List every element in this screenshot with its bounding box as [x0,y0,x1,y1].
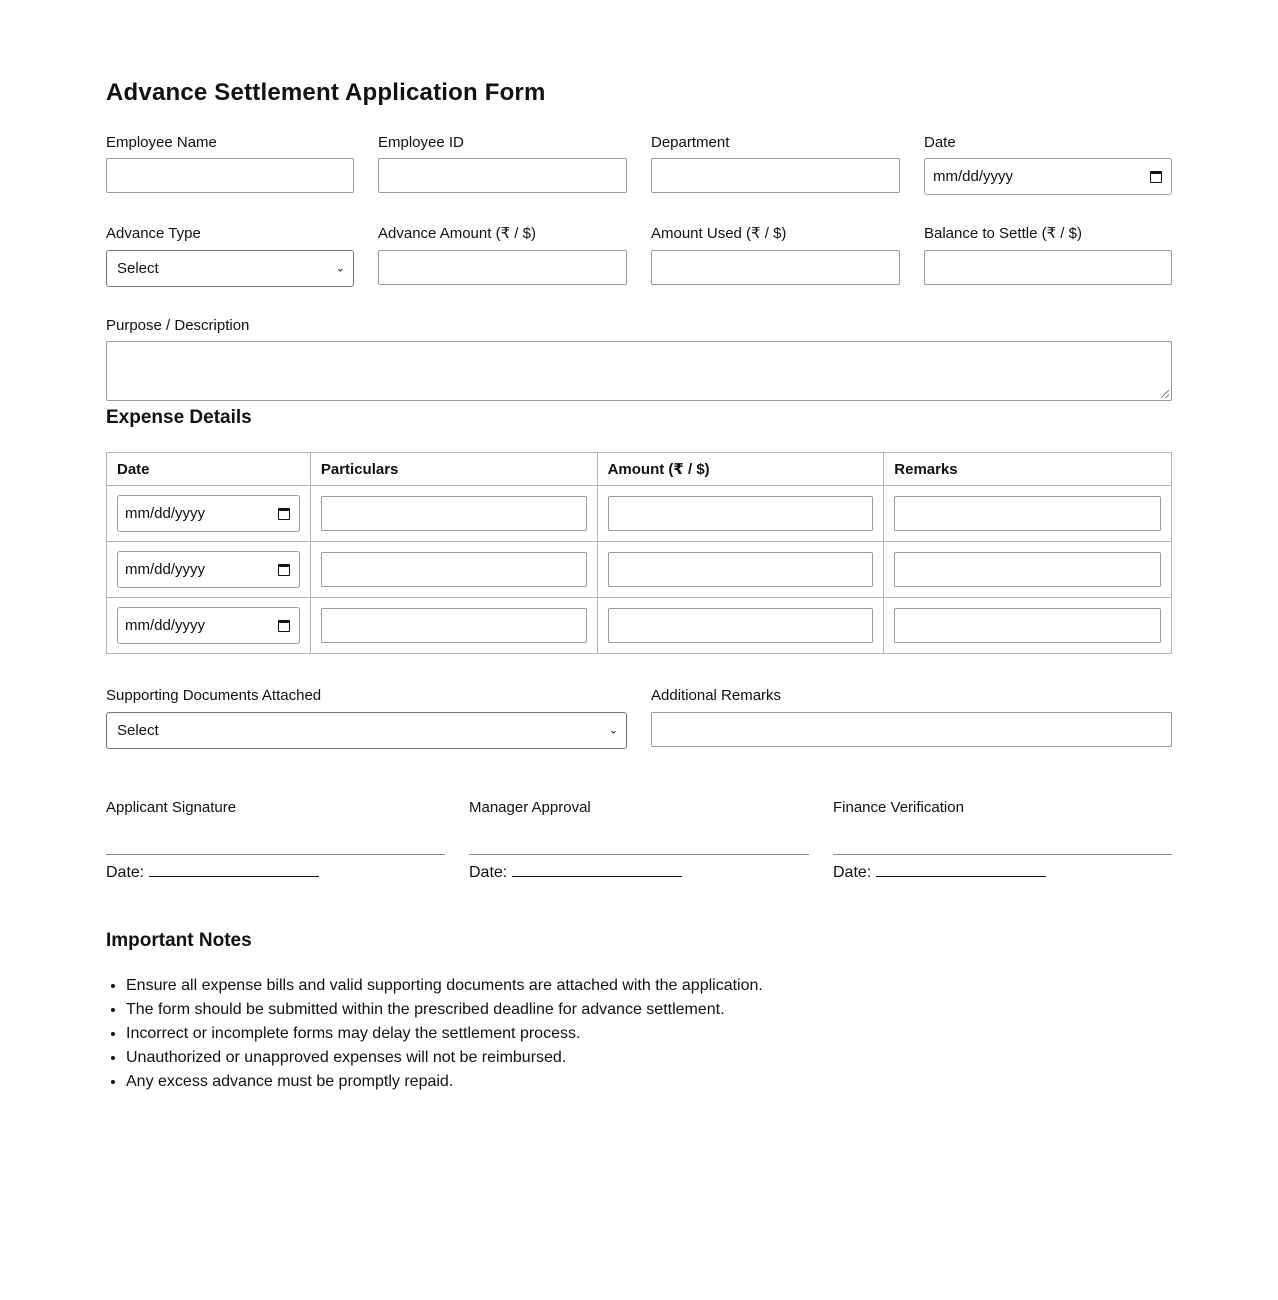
date-input[interactable] [924,158,1172,195]
supporting-docs-label: Supporting Documents Attached [106,687,322,704]
particulars-input[interactable] [321,552,587,587]
remarks-input[interactable] [894,552,1161,587]
purpose-group [106,317,1172,401]
calendar-icon[interactable] [278,508,290,520]
signature-line[interactable] [469,854,809,855]
date-label: Date [924,134,956,151]
list-item: • Unauthorized or unapproved expenses will not be reimbursed. [126,1046,763,1070]
expense-table [106,452,1172,654]
supporting-docs-select[interactable] [106,712,627,749]
expense-date-placeholder: mm/dd/yyyy [125,505,206,522]
additional-remarks-group [651,687,1172,747]
advance-type-select[interactable] [106,250,354,287]
amount-used-group [651,225,900,285]
department-group [651,134,900,194]
amount-input[interactable] [608,552,874,587]
table-cell [884,486,1172,542]
table-cell [884,542,1172,598]
list-item: • Ensure all expense bills and valid supporting documents are attached with the application. [126,974,763,998]
date-blank-line[interactable] [149,863,319,877]
advance-amount-input[interactable] [378,250,627,285]
expense-date-input[interactable] [117,551,300,588]
remarks-input[interactable] [894,496,1161,531]
signature-date-label: Date: [106,864,145,881]
advance-type-label: Advance Type [106,225,201,242]
table-row [107,542,1172,598]
calendar-icon[interactable] [1150,171,1162,183]
particulars-input[interactable] [321,496,587,531]
table-header-row [107,453,1172,486]
notes-list [106,974,763,1094]
employee-id-label: Employee ID [378,134,464,151]
table-cell [107,542,311,598]
department-input[interactable] [651,158,900,193]
page-title: Advance Settlement Application Form [106,79,546,106]
signature-date [469,863,682,882]
list-item: • Incorrect or incomplete forms may delay the settlement process. [126,1022,763,1046]
finance-verification-label: Finance Verification [833,799,964,816]
column-header-amount: Amount (₹ / $) [597,453,884,486]
employee-id-group [378,134,627,194]
advance-amount-label: Advance Amount (₹ / $) [378,225,536,242]
chevron-down-icon: ⌄ [335,262,345,274]
amount-input[interactable] [608,608,874,643]
signature-line[interactable] [106,854,445,855]
balance-input[interactable] [924,250,1172,285]
date-group [924,134,1172,196]
date-blank-line[interactable] [512,863,682,877]
signature-date [106,863,319,882]
department-label: Department [651,134,730,151]
employee-name-label: Employee Name [106,134,217,151]
amount-used-input[interactable] [651,250,900,285]
balance-label: Balance to Settle (₹ / $) [924,225,1082,242]
table-cell [884,598,1172,654]
balance-group [924,225,1172,285]
column-header-remarks: Remarks [884,453,1172,486]
table-cell [597,486,884,542]
column-header-date: Date [107,453,311,486]
remarks-input[interactable] [894,608,1161,643]
advance-amount-group [378,225,627,285]
amount-used-label: Amount Used (₹ / $) [651,225,787,242]
purpose-label: Purpose / Description [106,317,250,334]
expense-date-input[interactable] [117,495,300,532]
resize-handle-icon[interactable] [1161,390,1169,398]
column-header-particulars: Particulars [310,453,597,486]
important-notes-title: Important Notes [106,930,252,951]
applicant-signature-block [106,799,445,881]
calendar-icon[interactable] [278,620,290,632]
manager-approval-label: Manager Approval [469,799,591,816]
finance-verification-block [833,799,1172,881]
signature-date-label: Date: [469,864,508,881]
date-input-placeholder: mm/dd/yyyy [933,168,1014,185]
table-cell [107,486,311,542]
applicant-signature-label: Applicant Signature [106,799,237,816]
expense-date-placeholder: mm/dd/yyyy [125,561,206,578]
table-cell [310,486,597,542]
amount-input[interactable] [608,496,874,531]
table-row [107,486,1172,542]
manager-approval-block [469,799,809,881]
signature-line[interactable] [833,854,1172,855]
table-row [107,598,1172,654]
additional-remarks-label: Additional Remarks [651,687,782,704]
chevron-down-icon: ⌄ [608,724,618,736]
table-cell [310,598,597,654]
expense-date-placeholder: mm/dd/yyyy [125,617,206,634]
signature-date-label: Date: [833,864,872,881]
particulars-input[interactable] [321,608,587,643]
table-cell [597,598,884,654]
supporting-docs-value: Select [117,722,159,739]
list-item: • Any excess advance must be promptly repaid. [126,1070,763,1094]
calendar-icon[interactable] [278,564,290,576]
date-blank-line[interactable] [876,863,1046,877]
expense-details-title: Expense Details [106,407,252,428]
supporting-docs-group [106,687,627,749]
list-item: • The form should be submitted within the prescribed deadline for advance settlement. [126,998,763,1022]
employee-name-group [106,134,354,194]
table-cell [310,542,597,598]
employee-id-input[interactable] [378,158,627,193]
additional-remarks-input[interactable] [651,712,1172,747]
signature-date [833,863,1046,882]
purpose-textarea[interactable] [106,341,1172,401]
table-cell [107,598,311,654]
advance-type-value: Select [117,260,159,277]
employee-name-input[interactable] [106,158,354,193]
table-cell [597,542,884,598]
advance-type-group [106,225,354,287]
expense-date-input[interactable] [117,607,300,644]
